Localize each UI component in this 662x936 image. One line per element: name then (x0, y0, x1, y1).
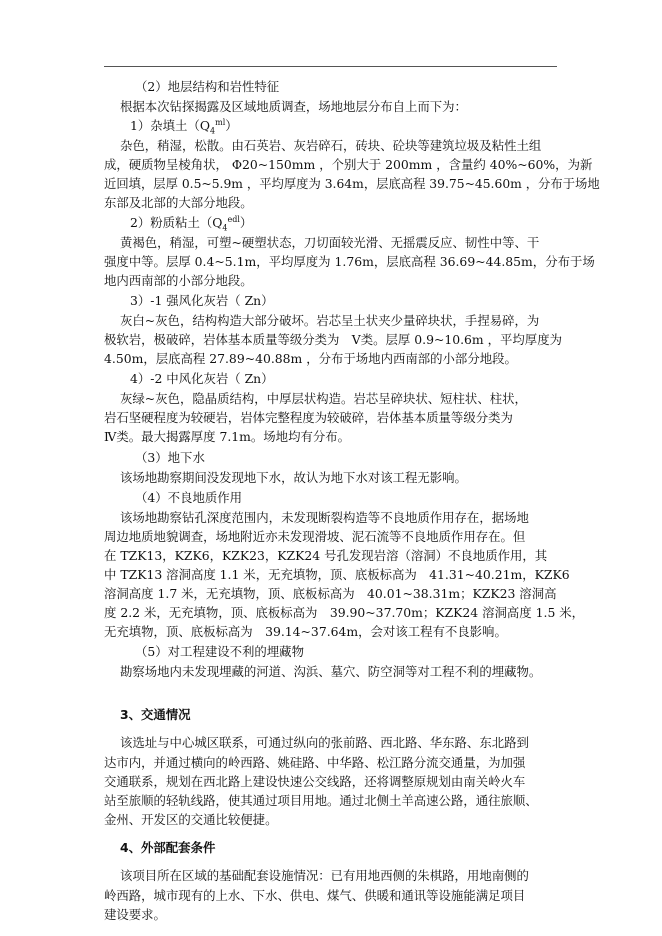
section-title-groundwater: （3）地下水 (135, 450, 205, 465)
layer3-line: 4.50m，层底高程 27.89~40.88m ，分布于场地内西南部的小部分地段。 (104, 351, 517, 366)
layer4-line: 岩石坚硬程度为较硬岩，岩体完整程度为较破碎，岩体基本质量等级分类为 (104, 410, 513, 425)
geohazards-line: 溶洞高度 1.7 米，无充填物，顶、底板标高为 40.01~38.31m；KZK23 溶洞高 (104, 586, 557, 601)
external-line: 该项目所在区域的基础配套设施情况：已有用地西侧的朱棋路，用地南侧的 (120, 868, 529, 883)
geohazards-line: 无充填物，顶、底板标高为 39.14~37.64m，会对该工程有不良影响。 (104, 624, 507, 639)
layer1-line: 近回填，层厚 0.5~5.9m ，平均厚度为 3.64m，层底高程 39.75~45.60m ，分布于场地 (104, 176, 600, 191)
layer3-heading: 3）-1 强风化灰岩（ Zn） (130, 293, 274, 308)
section-title-geohazards: （4）不良地质作用 (135, 490, 243, 505)
external-line: 建设要求。 (104, 907, 166, 922)
traffic-line: 金州、开发区的交通比较便捷。 (104, 812, 278, 827)
layer3-line: 极软岩，极破碎，岩体基本质量等级分类为 Ⅴ类。层厚 0.9~10.6m ，平均厚度为 (104, 332, 562, 347)
layer1-line: 杂色，稍湿，松散。由石英岩、灰岩碎石，砖块、砼块等建筑垃圾及粘性土组 (120, 138, 542, 153)
strata-intro: 根据本次钻探揭露及区域地质调查，场地地层分布自上而下为： (120, 99, 467, 114)
groundwater-text: 该场地勘察期间没发现地下水，故认为地下水对该工程无影响。 (120, 470, 467, 485)
layer2-heading: 2）粉质粘土$(Q_4^{edl})$ (130, 214, 253, 233)
heading-traffic: 3、交通情况 (120, 707, 191, 722)
traffic-line: 该选址与中心城区联系，可通过纵向的张前路、西北路、华东路、东北路到 (120, 735, 529, 750)
layer1-line: 成，硬质物呈棱角状， Φ20~150mm ，个别大于 200mm ，含量约 40%~60%，为新 (104, 157, 593, 172)
geohazards-line: 周边地质地貌调查，场地附近亦未发现滑坡、泥石流等不良地质作用存在。但 (104, 529, 526, 544)
geohazards-line: 在 TZK13，KZK6，KZK23，KZK24 号孔发现岩溶（溶洞）不良地质作用，其 (104, 548, 548, 563)
layer2-line: 黄褐色，稍湿，可塑~硬塑状态，刀切面较光滑、无摇震反应、韧性中等、干 (120, 235, 540, 250)
geohazards-line: 中 TZK13 溶洞高度 1.1 米，无充填物，顶、底板标高为 41.31~40.21m，KZK6 (104, 567, 570, 582)
layer3-line: 灰白~灰色，结构构造大部分破坏。岩芯呈土状夹少量碎块状，手捏易碎，为 (120, 313, 540, 328)
traffic-line: 站至旅顺的轻轨线路，使其通过项目用地。通过北侧土羊高速公路，通往旅顺、 (104, 793, 538, 808)
geohazards-line: 度 2.2 米，无充填物，顶、底板标高为 39.90~37.70m；KZK24 溶洞高度 1.5 米， (104, 605, 585, 620)
external-line: 岭西路，城市现有的上水、下水、供电、煤气、供暖和通讯等设施能满足项目 (104, 888, 526, 903)
layer4-line: Ⅳ类。最大揭露厚度 7.1m。场地均有分布。 (104, 429, 351, 444)
section-title-buried: （5）对工程建设不利的埋藏物 (135, 644, 304, 659)
layer1-line: 东部及北部的大部分地段。 (104, 195, 253, 210)
buried-text: 勘察场地内未发现埋藏的河道、沟浜、墓穴、防空洞等对工程不利的埋藏物。 (120, 664, 542, 679)
layer4-line: 灰绿~灰色，隐晶质结构，中厚层状构造。岩芯呈碎块状、短柱状、柱状， (120, 391, 527, 406)
layer1-heading: 1）杂填土$(Q_4^{ml})$ (130, 117, 238, 136)
layer4-heading: 4）-2 中风化灰岩（ Zn） (130, 371, 274, 386)
traffic-line: 达市内，并通过横向的岭西路、姚硅路、中华路、松江路分流交通量，为加强 (104, 755, 526, 770)
geohazards-line: 该场地勘察钻孔深度范围内，未发现断裂构造等不良地质作用存在，据场地 (120, 510, 529, 525)
layer2-line: 强度中等。层厚 0.4~5.1m，平均厚度为 1.76m，层底高程 36.69~44.85m，分布于场 (104, 254, 595, 269)
layer2-line: 地内西南部的小部分地段。 (104, 273, 253, 288)
section-title-strata: （2）地层结构和岩性特征 (135, 79, 280, 94)
traffic-line: 交通联系，规划在西北路上建设快速公交线路，还将调整原规划由南关岭火车 (104, 774, 526, 789)
heading-external-facilities: 4、外部配套条件 (120, 840, 216, 855)
